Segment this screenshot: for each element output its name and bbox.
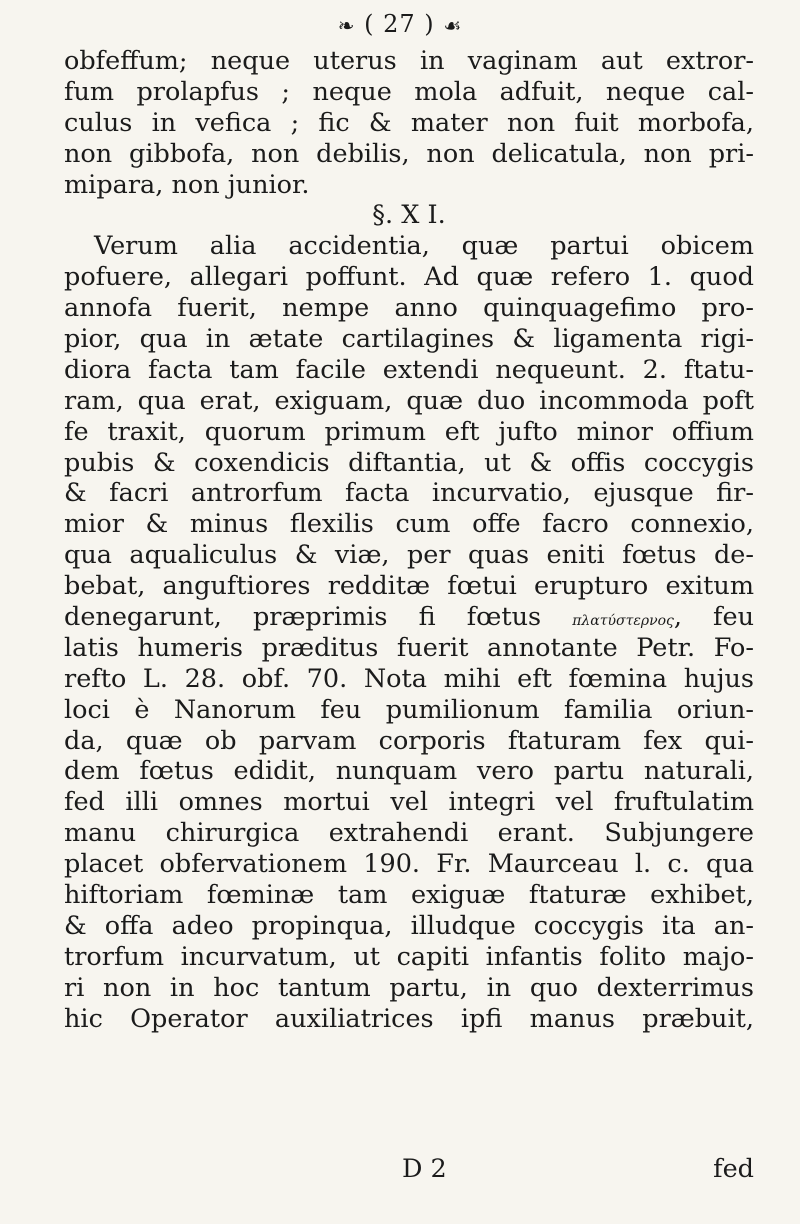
text-line: da, quæ ob parvam corporis ftaturam fex qui- [64, 725, 754, 756]
text-line: non gibbofa, non debilis, non delicatula, non pri- [64, 138, 754, 169]
text-line: placet obfervationem 190. Fr. Maurceau l. c. qua [64, 849, 754, 880]
text-line: ri non in hoc tantum partu, in quo dexterrimus [64, 972, 754, 1003]
body-text [64, 46, 754, 1035]
text-line: obfeffum; neque uterus in vaginam aut extror- [64, 46, 754, 76]
text-line: latis humeris præditus fuerit annotante Petr. Fo- [64, 632, 754, 663]
text-line: & offa adeo propinqua, illudque coccygis ita an- [64, 910, 754, 941]
text-line: refto L. 28. obf. 70. Nota mihi eft fœmina hujus [64, 663, 754, 694]
page-header [0, 10, 800, 38]
text-line: hiftoriam fœminæ tam exiguæ ftaturæ exhibet, [64, 880, 754, 911]
text-line: hic Operator auxiliatrices ipfi manus præbuit, [64, 1003, 754, 1034]
text-line: pior, qua in ætate cartilagines & ligamenta rigi- [64, 324, 754, 355]
right-ornament-icon: ☙ [443, 13, 463, 38]
text-line: qua aqualiculus & viæ, per quas eniti fœtus de- [64, 540, 754, 571]
left-ornament-icon: ❧ [337, 13, 356, 38]
text-line: bebat, anguftiores redditæ fœtui erupturo exitum [64, 571, 754, 602]
signature-mark: D 2 [402, 1154, 447, 1184]
text-line: pofuere, allegari poffunt. Ad quæ refero 1. quod [64, 262, 754, 293]
text-line: dem fœtus edidit, nunquam vero partu naturali, [64, 756, 754, 787]
section-heading: §. X I. [372, 200, 446, 231]
text-line: trorfum incurvatum, ut capiti infantis folito majo- [64, 941, 754, 972]
text-line: culus in vefica ; fic & mater non fuit morbofa, [64, 107, 754, 138]
text-line: fed illi omnes mortui vel integri vel fruftulatim [64, 787, 754, 818]
text-line: ram, qua erat, exiguam, quæ duo incommoda poft [64, 385, 754, 416]
text-line: fum prolapfus ; neque mola adfuit, neque cal- [64, 76, 754, 107]
page-footer [64, 1154, 754, 1186]
text-line-greek [64, 602, 754, 633]
text-line: annofa fuerit, nempe anno quinquagefimo pro- [64, 293, 754, 324]
text-line: mior & minus flexilis cum offe facro connexio, [64, 509, 754, 540]
text-line: loci è Nanorum feu pumilionum familia oriun- [64, 694, 754, 725]
text-segment: , feu [673, 602, 754, 633]
page-number: ( 27 ) [364, 10, 435, 38]
text-line: diora facta tam facile extendi nequeunt. 2. ftatu- [64, 354, 754, 385]
text-line: fe traxit, quorum primum eft jufto minor offium [64, 416, 754, 447]
text-line: Verum alia accidentia, quæ partui obicem [94, 231, 754, 262]
text-line: & facri antrorfum facta incurvatio, ejusque fir- [64, 478, 754, 509]
text-line: manu chirurgica extrahendi erant. Subjungere [64, 818, 754, 849]
greek-word: πλατύστερνος [572, 613, 674, 630]
text-segment: denegarunt, præprimis fi fœtus [64, 602, 542, 633]
text-line: mipara, non junior. [64, 169, 310, 200]
catchword: fed [713, 1154, 754, 1184]
text-line: pubis & coxendicis diftantia, ut & offis coccygis [64, 447, 754, 478]
